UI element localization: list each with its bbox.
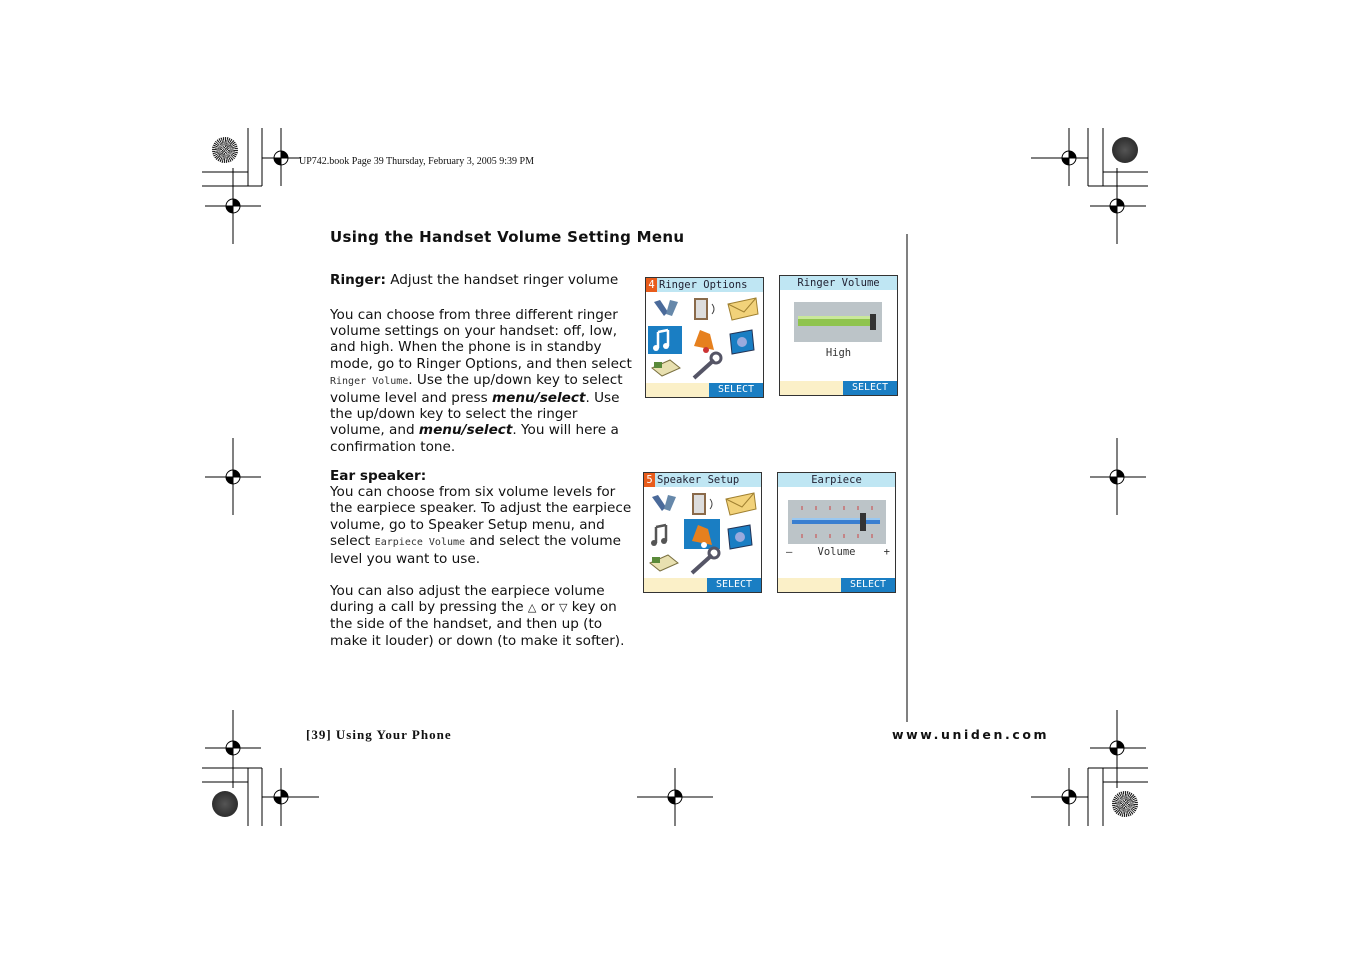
- screen-title: Ringer Volume: [780, 276, 897, 290]
- print-header-meta: UP742.book Page 39 Thursday, February 3, 2005 9:39 PM: [299, 156, 534, 167]
- book-icon: [650, 555, 678, 571]
- ringer-label: Ringer:: [330, 272, 386, 288]
- select-softkey[interactable]: SELECT: [843, 381, 897, 395]
- ear-text: and select the volume level you want to use.: [330, 532, 621, 568]
- menu-icon-grid: [648, 294, 761, 382]
- volume-minus-label: –: [786, 546, 793, 558]
- select-softkey[interactable]: SELECT: [707, 578, 761, 592]
- bell-icon: [694, 330, 714, 353]
- screen-title: [644, 473, 761, 487]
- ear-text: or: [536, 599, 559, 616]
- wrench-icon: [692, 548, 719, 573]
- ear-speaker-label: Ear speaker:: [330, 468, 427, 484]
- music-note-icon: [651, 525, 667, 546]
- page-footer-label: [39] Using Your Phone: [306, 727, 452, 742]
- phone-handset-icon: [652, 495, 676, 511]
- menu-number: 5: [644, 473, 655, 487]
- select-softkey[interactable]: SELECT: [709, 383, 763, 397]
- ear-speaker-section: [330, 468, 636, 567]
- screen-ringer-options: [645, 277, 764, 398]
- up-key-icon: △: [527, 601, 537, 615]
- down-key-icon: ▽: [558, 601, 568, 615]
- wrench-icon: [694, 353, 721, 378]
- earpiece-volume-slider: [788, 500, 886, 544]
- ear-text: You can choose from six volume levels for the earpiece speaker. To adjust the earpiece volume, go to Speaker Setup menu, and select: [330, 484, 632, 549]
- key-menu-select: menu/select: [492, 390, 586, 407]
- ear-text: key on the side of the handset, and then up (to make it louder) or down (to make it softer).: [330, 599, 625, 649]
- menu-icon-grid: [646, 489, 759, 577]
- ear-text: You can also adjust the earpiece volume during a call by pressing the: [330, 583, 605, 616]
- phone-handset-icon: [654, 300, 678, 316]
- screen-ringer-volume: [779, 275, 898, 396]
- envelope-icon: [728, 298, 758, 320]
- speaker-door-icon: [692, 493, 712, 515]
- volume-slider: [794, 302, 882, 342]
- screen-title-text: Speaker Setup: [657, 474, 740, 486]
- envelope-icon: [726, 493, 756, 515]
- ringer-text: . You will here a confirmation tone.: [330, 422, 619, 455]
- menu-number: 4: [646, 278, 657, 292]
- lcd-term-earpiece-volume: Earpiece Volume: [374, 536, 466, 548]
- lcd-term-ringer-volume: Ringer Volume: [330, 375, 409, 387]
- display-icon: [730, 330, 754, 354]
- ringer-text: . Use the up/down key to select the ringer volume, and: [330, 390, 620, 439]
- screen-title-text: Ringer Options: [659, 279, 748, 291]
- ringer-intro-text: Adjust the handset ringer volume: [385, 272, 619, 288]
- select-softkey[interactable]: SELECT: [841, 578, 895, 592]
- ringer-text: . Use the up/down key to select volume level and press: [330, 371, 623, 407]
- volume-label: Volume: [817, 546, 856, 558]
- key-menu-select: menu/select: [418, 422, 513, 439]
- ringer-paragraph: [330, 307, 636, 455]
- ringer-text: You can choose from three different ringer volume settings on your handset: off, low, and high. When the phone is in standby mode, go to Ringer Options, and then select: [330, 307, 632, 372]
- ringer-intro: [330, 272, 636, 288]
- book-icon: [652, 360, 680, 376]
- volume-plus-label: +: [883, 546, 890, 558]
- screen-title: Earpiece: [778, 473, 895, 487]
- page-title: Using the Handset Volume Setting Menu: [330, 228, 685, 246]
- screen-title: [646, 278, 763, 292]
- speaker-door-icon: [694, 298, 714, 320]
- website-url: www.uniden.com: [892, 727, 1050, 742]
- screen-speaker-setup: [643, 472, 762, 593]
- volume-value: High: [825, 347, 852, 359]
- ear-speaker-paragraph-2: [330, 583, 636, 649]
- screen-earpiece: [777, 472, 896, 593]
- display-icon: [728, 525, 752, 549]
